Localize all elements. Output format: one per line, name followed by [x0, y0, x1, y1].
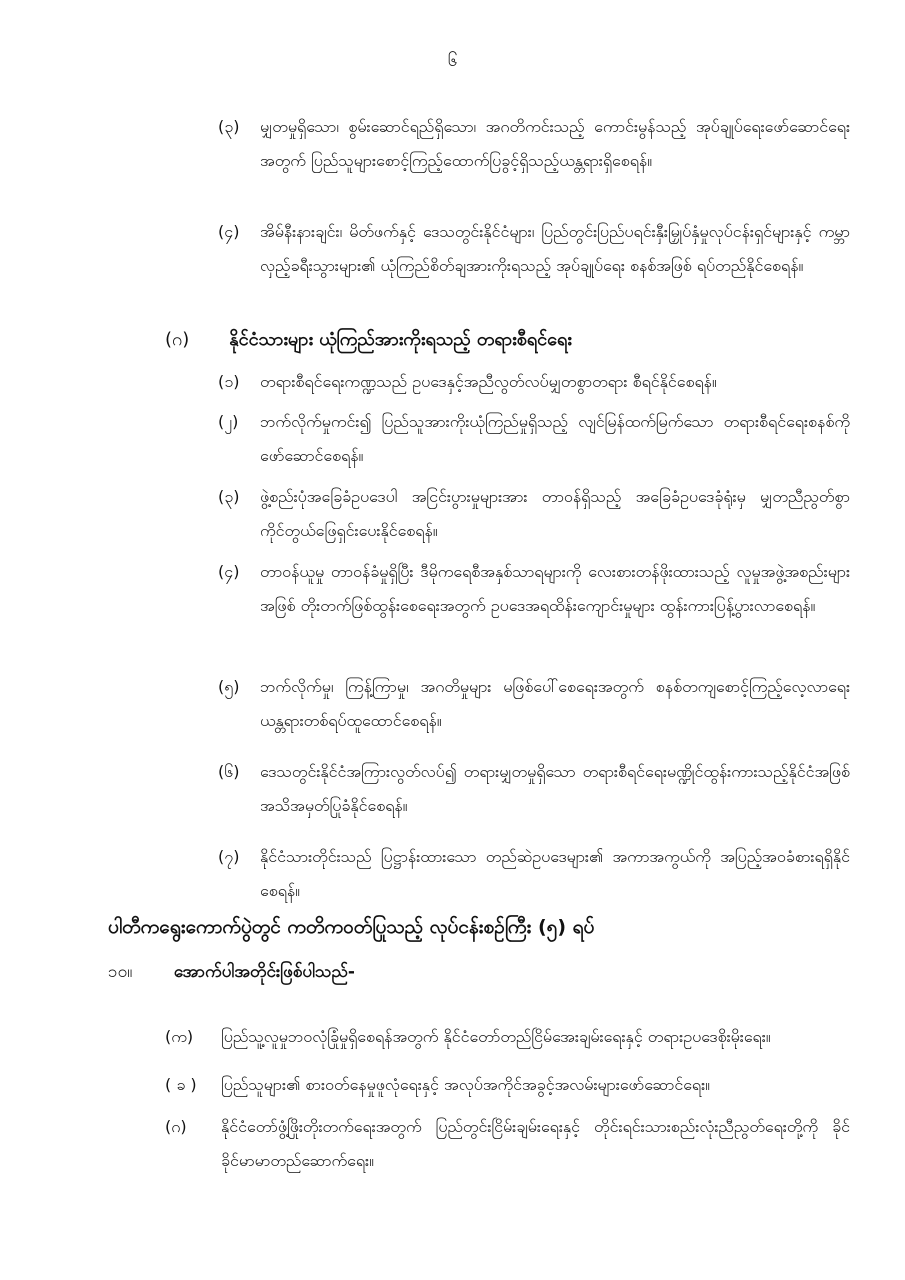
item-number: (၆) — [218, 762, 240, 781]
item-number: (၃) — [218, 117, 240, 136]
section-title: အောက်ပါအတိုင်းဖြစ်ပါသည်- — [173, 962, 355, 982]
section-heading — [165, 323, 572, 357]
item-text: ဘက်လိုက်မှုကင်း၍ ပြည်သူအားကိုးယုံကြည်မှုရှိသည့် လျင်မြန်ထက်မြက်သော တရားစီရင်ရေးစနစ်ကိုဖော်ဆောင်စေရန်။ — [260, 412, 850, 465]
section-heading — [108, 955, 355, 989]
item-number: (၃) — [218, 487, 240, 506]
item-text: ဒေသတွင်းနိုင်ငံအကြားလွတ်လပ်၍ တရားမျှတမှုရှိသော တရားစီရင်ရေးမဏ္ဍိုင်ထွန်းကားသည့်နိုင်ငံအဖြစ်အသိအမှတ်ပြုခံနိုင်စေရန်။ — [260, 762, 850, 815]
item-number: (၄) — [218, 562, 240, 581]
item-text: နိုင်ငံတော်ဖွံ့ဖြိုးတိုးတက်ရေးအတွက် ပြည်တွင်းငြိမ်းချမ်းရေးနှင့် တိုင်းရင်းသားစည်းလုံးညီညွတ်ရေးတို့ကို ခိုင်ခိုင်မာမာတည်ဆောက်ရေး။ — [221, 1117, 850, 1170]
item-text: အိမ်နီးနားချင်း၊ မိတ်ဖက်နှင့် ဒေသတွင်းနိုင်ငံများ၊ ပြည်တွင်းပြည်ပရင်းနှီးမြှုပ်နှံမှုလုပ်ငန်းရှင်များနှင့် ကမ္ဘာလှည့်ခရီးသွားများ၏ ယုံကြည်စိတ်ချအားကိုးရသည့် အုပ်ချုပ်ရေး စနစ်အဖြစ် ရပ်တည်နိုင်စေရန်။ — [260, 222, 850, 275]
item-number: ( ခ ) — [165, 1075, 197, 1094]
section-number: ၁၀။ — [108, 962, 133, 982]
item-number: (၄) — [218, 222, 240, 241]
item-text: နိုင်ငံသားတိုင်းသည် ပြဋ္ဌာန်းထားသော တည်ဆဲဥပဒေများ၏ အကာအကွယ်ကို အပြည့်အဝခံစားရရှိနိုင်စေရန်။ — [260, 847, 850, 900]
section-title: နိုင်ငံသားများ ယုံကြည်အားကိုးရသည့် တရားစီရင်ရေး — [229, 329, 572, 350]
item-text: ဘက်လိုက်မှု၊ ကြန့်ကြာမှု၊ အဂတိမှုများ မဖြစ်ပေါ်စေရေးအတွက် စနစ်တကျစောင့်ကြည့်လေ့လာရေးယန္တရားတစ်ရပ်ထူထောင်စေရန်။ — [260, 677, 850, 730]
item-text: ဖွဲ့စည်းပုံအခြေခံဥပဒေပါ အငြင်းပွားမှုများအား တာဝန်ရှိသည့် အခြေခံဥပဒေခုံရုံးမှ မျှတညီညွတ်စွာ ကိုင်တွယ်ဖြေရှင်းပေးနိုင်စေရန်။ — [260, 487, 850, 540]
item-text: တရားစီရင်ရေးကဏ္ဍသည် ဥပဒေနှင့်အညီလွတ်လပ်မျှတစွာတရား စီရင်နိုင်စေရန်။ — [260, 372, 717, 391]
item-text: မျှတမှုရှိသော၊ စွမ်းဆောင်ရည်ရှိသော၊ အဂတိကင်းသည့် ကောင်းမွန်သည့် အုပ်ချုပ်ရေးဖော်ဆောင်ရေးအတွက် ပြည်သူများစောင့်ကြည့်ထောက်ပြခွင့်ရှိသည့်ယန္တရားရှိစေရန်။ — [260, 117, 850, 170]
item-number: (ဂ) — [165, 1117, 187, 1136]
item-text: ပြည်သူ့လူမှုဘဝလုံခြုံမှုရှိစေရန်အတွက် နိုင်ငံတော်တည်ငြိမ်အေးချမ်းရေးနှင့် တရားဥပဒေစိုးမိုးရေး။ — [221, 1027, 771, 1046]
item-number: (က) — [165, 1027, 194, 1046]
section-number: (ဂ) — [165, 329, 190, 350]
item-number: (၅) — [218, 677, 240, 696]
main-heading: ပါတီကရွေးကောက်ပွဲတွင် ကတိကဝတ်ပြုသည့် လုပ်ငန်းစဉ်ကြီး (၅) ရပ် — [108, 916, 595, 938]
item-text: တာဝန်ယူမှု တာဝန်ခံမှုရှိပြီး ဒီမိုကရေစီအနှစ်သာရများကို လေးစားတန်ဖိုးထားသည့် လူမှုအဖွဲ့အစည်းများအဖြစ် တိုးတက်ဖြစ်ထွန်းစေရေးအတွက် ဥပဒေအရထိန်းကျောင်းမှုများ ထွန်းကားပြန့်ပွားလာစေရန်။ — [260, 562, 850, 615]
item-text: ပြည်သူများ၏ စားဝတ်နေမှုဖူလုံရေးနှင့် အလုပ်အကိုင်အခွင့်အလမ်းများဖော်ဆောင်ရေး။ — [221, 1075, 710, 1094]
item-number: (၂) — [218, 412, 239, 431]
item-number: (၁) — [218, 372, 240, 391]
item-number: (၇) — [218, 847, 240, 866]
page-number: ၆ — [447, 51, 458, 71]
